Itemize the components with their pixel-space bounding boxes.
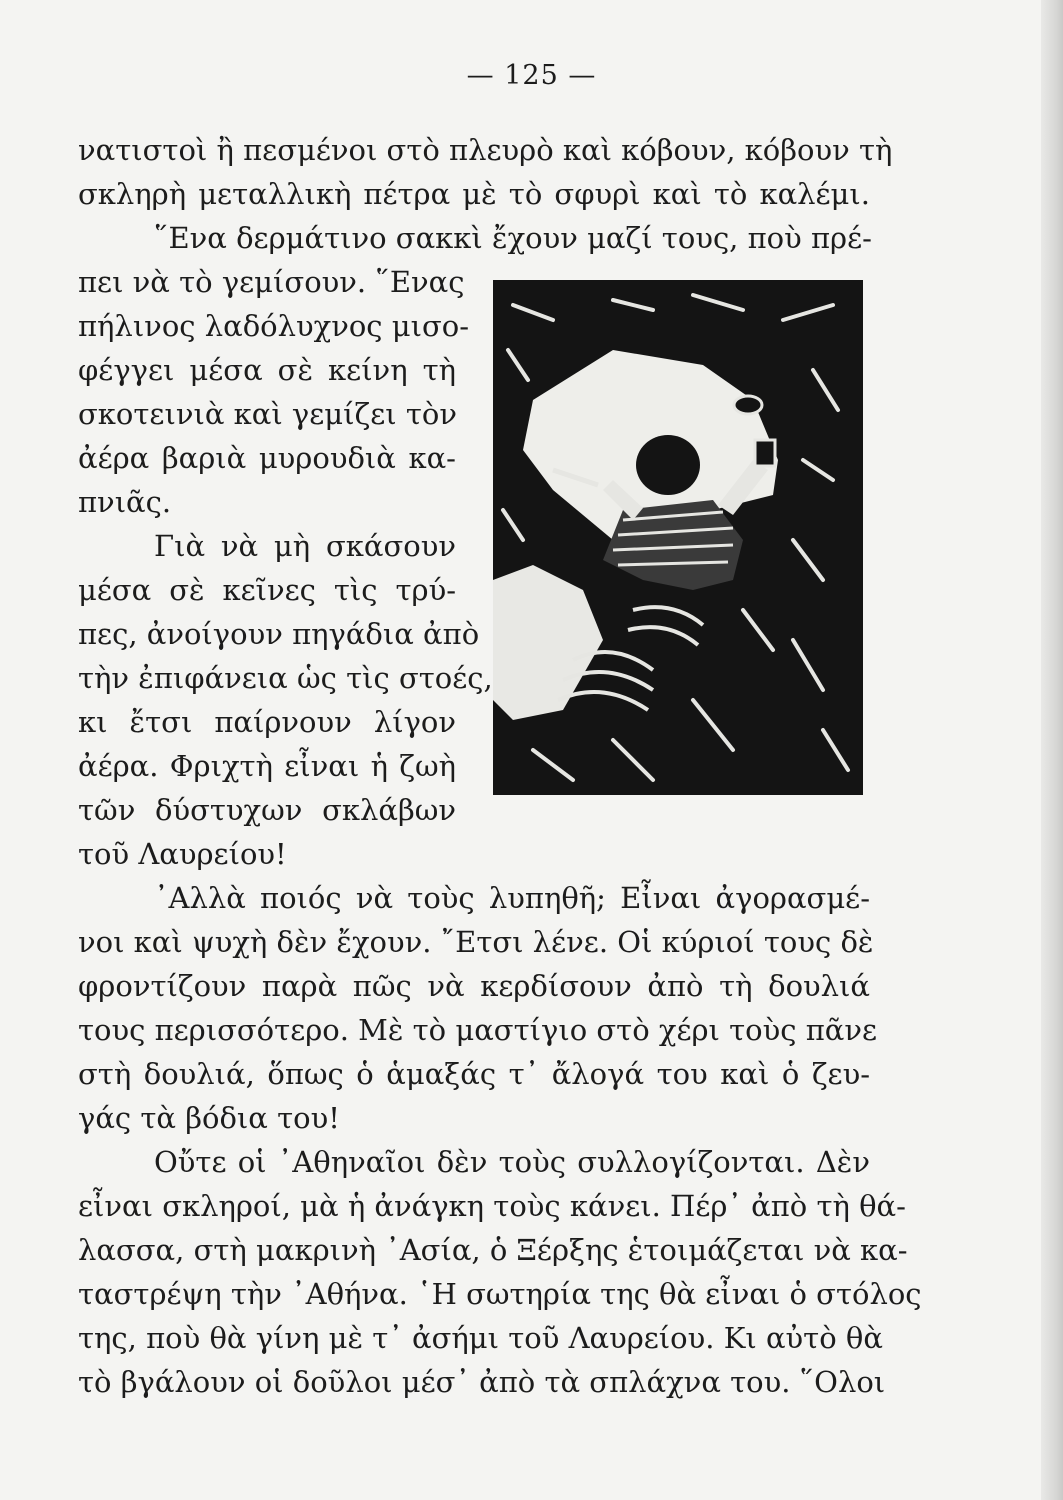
text-line: ταστρέψη τὴν ᾿Αθήνα. ῾Η σωτηρία της θὰ εἶναι ὁ στόλος [78,1277,922,1311]
text-line: Οὔτε οἱ ᾿Αθηναῖοι δὲν τοὺς συλλογίζονται. Δὲν [154,1145,870,1179]
text-line: τους περισσότερο. Μὲ τὸ μαστίγιο στὸ χέρι τοὺς πᾶνε [78,1013,878,1047]
text-line: πει νὰ τὸ γεμίσουν. ῞Ενας [78,265,465,299]
text-line: τὸ βγάλουν οἱ δοῦλοι μέσ᾿ ἀπὸ τὰ σπλάχνα του. ῞Ολοι [78,1365,886,1399]
text-line: ἀέρα βαριὰ μυρουδιὰ κα- [78,441,456,475]
text-line: στὴ δουλιά, ὅπως ὁ ἁμαξάς τ᾿ ἄλογά του καὶ ὁ ζευ- [78,1057,870,1091]
page-edge [1041,0,1063,1500]
text-line: ἀέρα. Φριχτὴ εἶναι ἡ ζωὴ [78,749,456,783]
text-line: νοι καὶ ψυχὴ δὲν ἔχουν. ῎Ετσι λένε. Οἱ κύριοί τους δὲ [78,925,874,959]
text-line: μέσα σὲ κεῖνες τὶς τρύ- [78,573,456,607]
text-line: πες, ἀνοίγουν πηγάδια ἀπὸ [78,617,480,651]
text-line: φέγγει μέσα σὲ κείνη τὴ [78,353,456,387]
text-line: τοῦ Λαυρείου! [78,837,287,871]
text-line: πήλινος λαδόλυχνος μισο- [78,309,470,343]
text-line: ᾿Αλλὰ ποιός νὰ τοὺς λυπηθῆ; Εἶναι ἀγορασμέ- [154,881,870,915]
text-line: Γιὰ νὰ μὴ σκάσουν [154,529,456,563]
text-line: κι ἔτσι παίρνουν λίγον [78,705,456,739]
text-line: τὴν ἐπιφάνεια ὡς τὶς στοές, [78,661,493,695]
text-line: σκληρὴ μεταλλικὴ πέτρα μὲ τὸ σφυρὶ καὶ τὸ καλέμι. [78,177,870,211]
text-line: της, ποὺ θὰ γίνη μὲ τ᾿ ἀσήμι τοῦ Λαυρείου. Κι αὐτὸ θὰ [78,1321,883,1355]
text-line: ῞Ενα δερμάτινο σακκὶ ἔχουν μαζί τους, ποὺ πρέ- [154,221,872,255]
text-line: γάς τὰ βόδια του! [78,1101,340,1135]
text-line: σκοτεινιὰ καὶ γεμίζει τὸν [78,397,457,431]
text-line: τῶν δύστυχων σκλάβων [78,793,456,827]
page-number: — 125 — [466,60,597,91]
text-line: νατιστοὶ ἢ πεσμένοι στὸ πλευρὸ καὶ κόβουν, κόβουν τὴ [78,133,893,167]
text-line: πνιᾶς. [78,485,172,519]
text-line: λασσα, στὴ μακρινὴ ᾿Ασία, ὁ Ξέρξης ἑτοιμάζεται νὰ κα- [78,1233,908,1267]
text-line: εἶναι σκληροί, μὰ ἡ ἀνάγκη τοὺς κάνει. Πέρ᾿ ἀπὸ τὴ θά- [78,1189,906,1223]
miner-woodcut-icon [493,280,863,795]
text-line: φροντίζουν παρὰ πῶς νὰ κερδίσουν ἀπὸ τὴ δουλιά [78,969,870,1003]
